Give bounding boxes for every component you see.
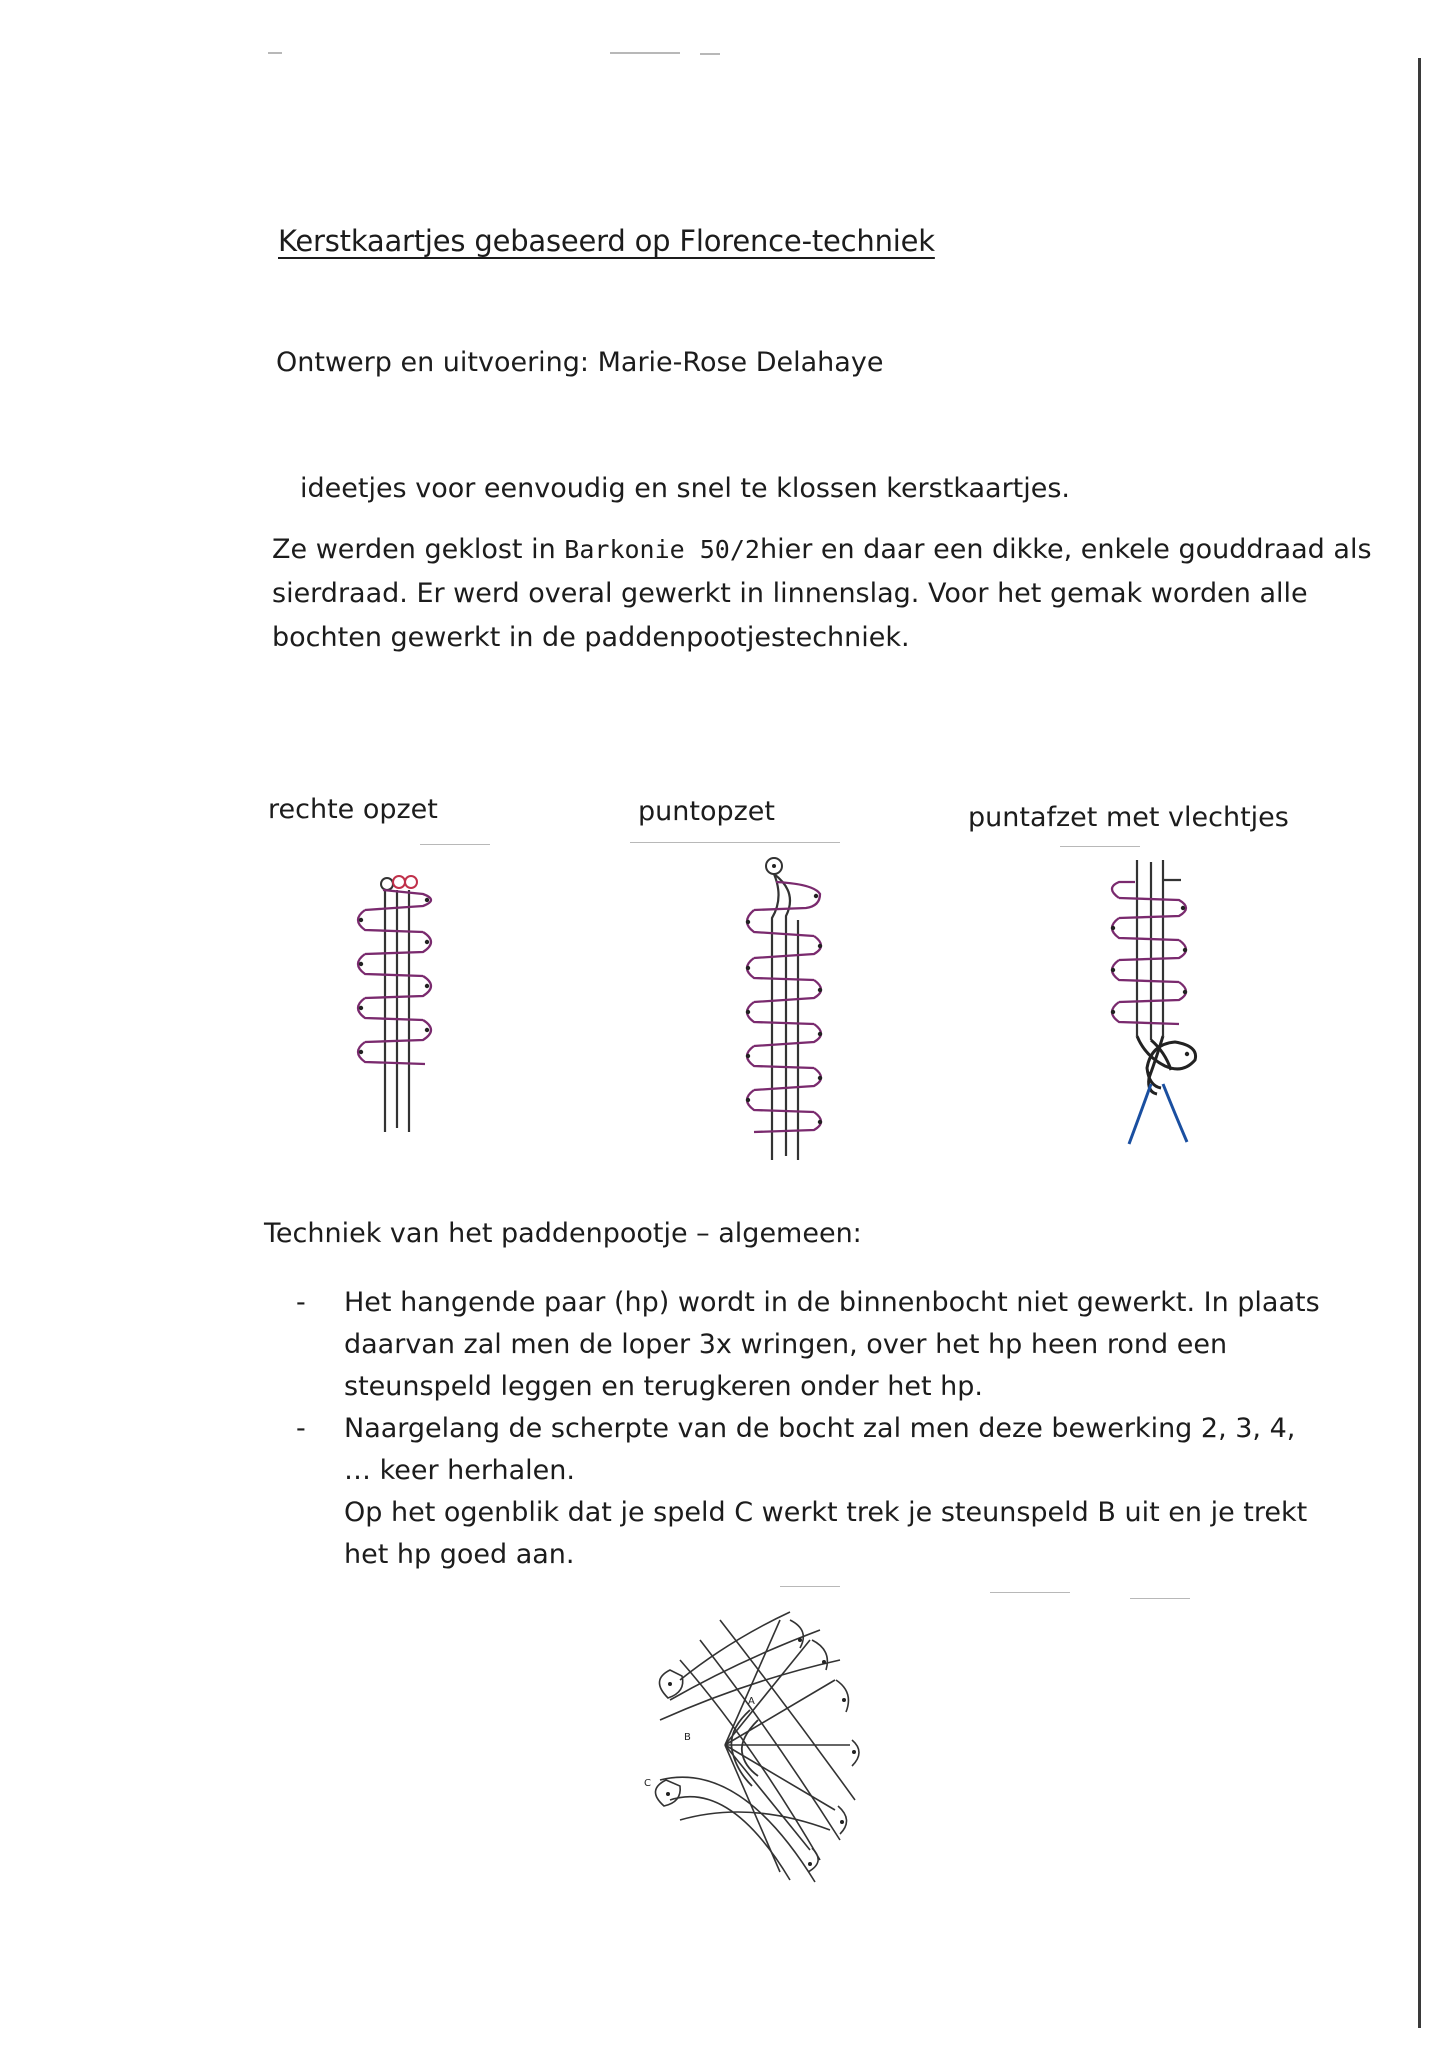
technique-heading: Techniek van het paddenpootje – algemeen: (264, 1218, 862, 1249)
scan-mark (268, 52, 282, 54)
side-loops (655, 1670, 682, 1806)
scan-mark (630, 842, 840, 843)
passive-threads (385, 890, 409, 1132)
scan-mark (700, 53, 720, 55)
scan-mark (1060, 846, 1140, 847)
diagram-rechte-opzet (355, 860, 465, 1140)
author-line: Ontwerp en uitvoering: Marie-Rose Delahaye (276, 347, 884, 378)
list-item (296, 1408, 1326, 1576)
worker-thread (358, 890, 431, 1064)
bullet-text: Naargelang de scherpte van de bocht zal men deze bewerking 2, 3, 4, … keer herhalen. (344, 1413, 1296, 1486)
paragraph-start: Ze werden geklost in (272, 534, 565, 565)
pin-label-c: C (644, 1778, 651, 1789)
pin-label-b: B (684, 1732, 691, 1743)
pin-loops (381, 876, 417, 890)
braid-ending (1137, 1036, 1196, 1094)
technique-list (296, 1282, 1326, 1576)
bullet-extra-text: Op het ogenblik dat je speld C werkt trek je steunspeld B uit en je trekt het hp goed aan. (344, 1497, 1308, 1570)
passive-threads (772, 874, 798, 1160)
pin-label-a: A (748, 1696, 755, 1707)
figure-label-puntopzet: puntopzet (638, 796, 775, 827)
diagram-puntopzet (740, 848, 850, 1168)
thread-name: Barkonie 50/2 (564, 535, 760, 564)
scan-mark (780, 1586, 840, 1587)
list-item (296, 1282, 1326, 1408)
worker-thread (747, 882, 821, 1132)
figure-label-puntafzet: puntafzet met vlechtjes (968, 802, 1289, 833)
diagram-paddenpootje (640, 1600, 880, 1890)
bullet-text: Het hangende paar (hp) wordt in de binnenbocht niet gewerkt. In plaats daarvan zal men de loper 3x wringen, over het hp heen rond een steunspeld leggen en terugkeren onder het hp. (344, 1287, 1320, 1402)
blue-threads (1129, 1084, 1187, 1144)
scan-mark (420, 844, 490, 845)
worker-thread (1112, 882, 1186, 1024)
paragraph-rest: hier en daar een dikke, enkele gouddraad als sierdraad. Er werd overal gewerkt in linnenslag. Voor het gemak worden alle bochten gewerkt in de paddenpootjestechniek. (272, 534, 1372, 653)
scan-mark (990, 1592, 1070, 1593)
bullet-marker: - (296, 1413, 306, 1444)
bullet-marker: - (296, 1287, 306, 1318)
scan-page-edge (1418, 58, 1421, 2028)
scan-mark (1130, 1598, 1190, 1599)
diagram-puntafzet (1105, 856, 1225, 1156)
intro-text: ideetjes voor eenvoudig en snel te klossen kerstkaartjes. (300, 473, 1071, 504)
figure-label-rechte-opzet: rechte opzet (268, 794, 438, 825)
passive-threads (1137, 860, 1181, 1040)
document-title: Kerstkaartjes gebaseerd op Florence-techniek (278, 224, 935, 258)
scan-mark (610, 52, 680, 54)
fan-threads (725, 1620, 859, 1872)
description-paragraph (272, 528, 1372, 660)
